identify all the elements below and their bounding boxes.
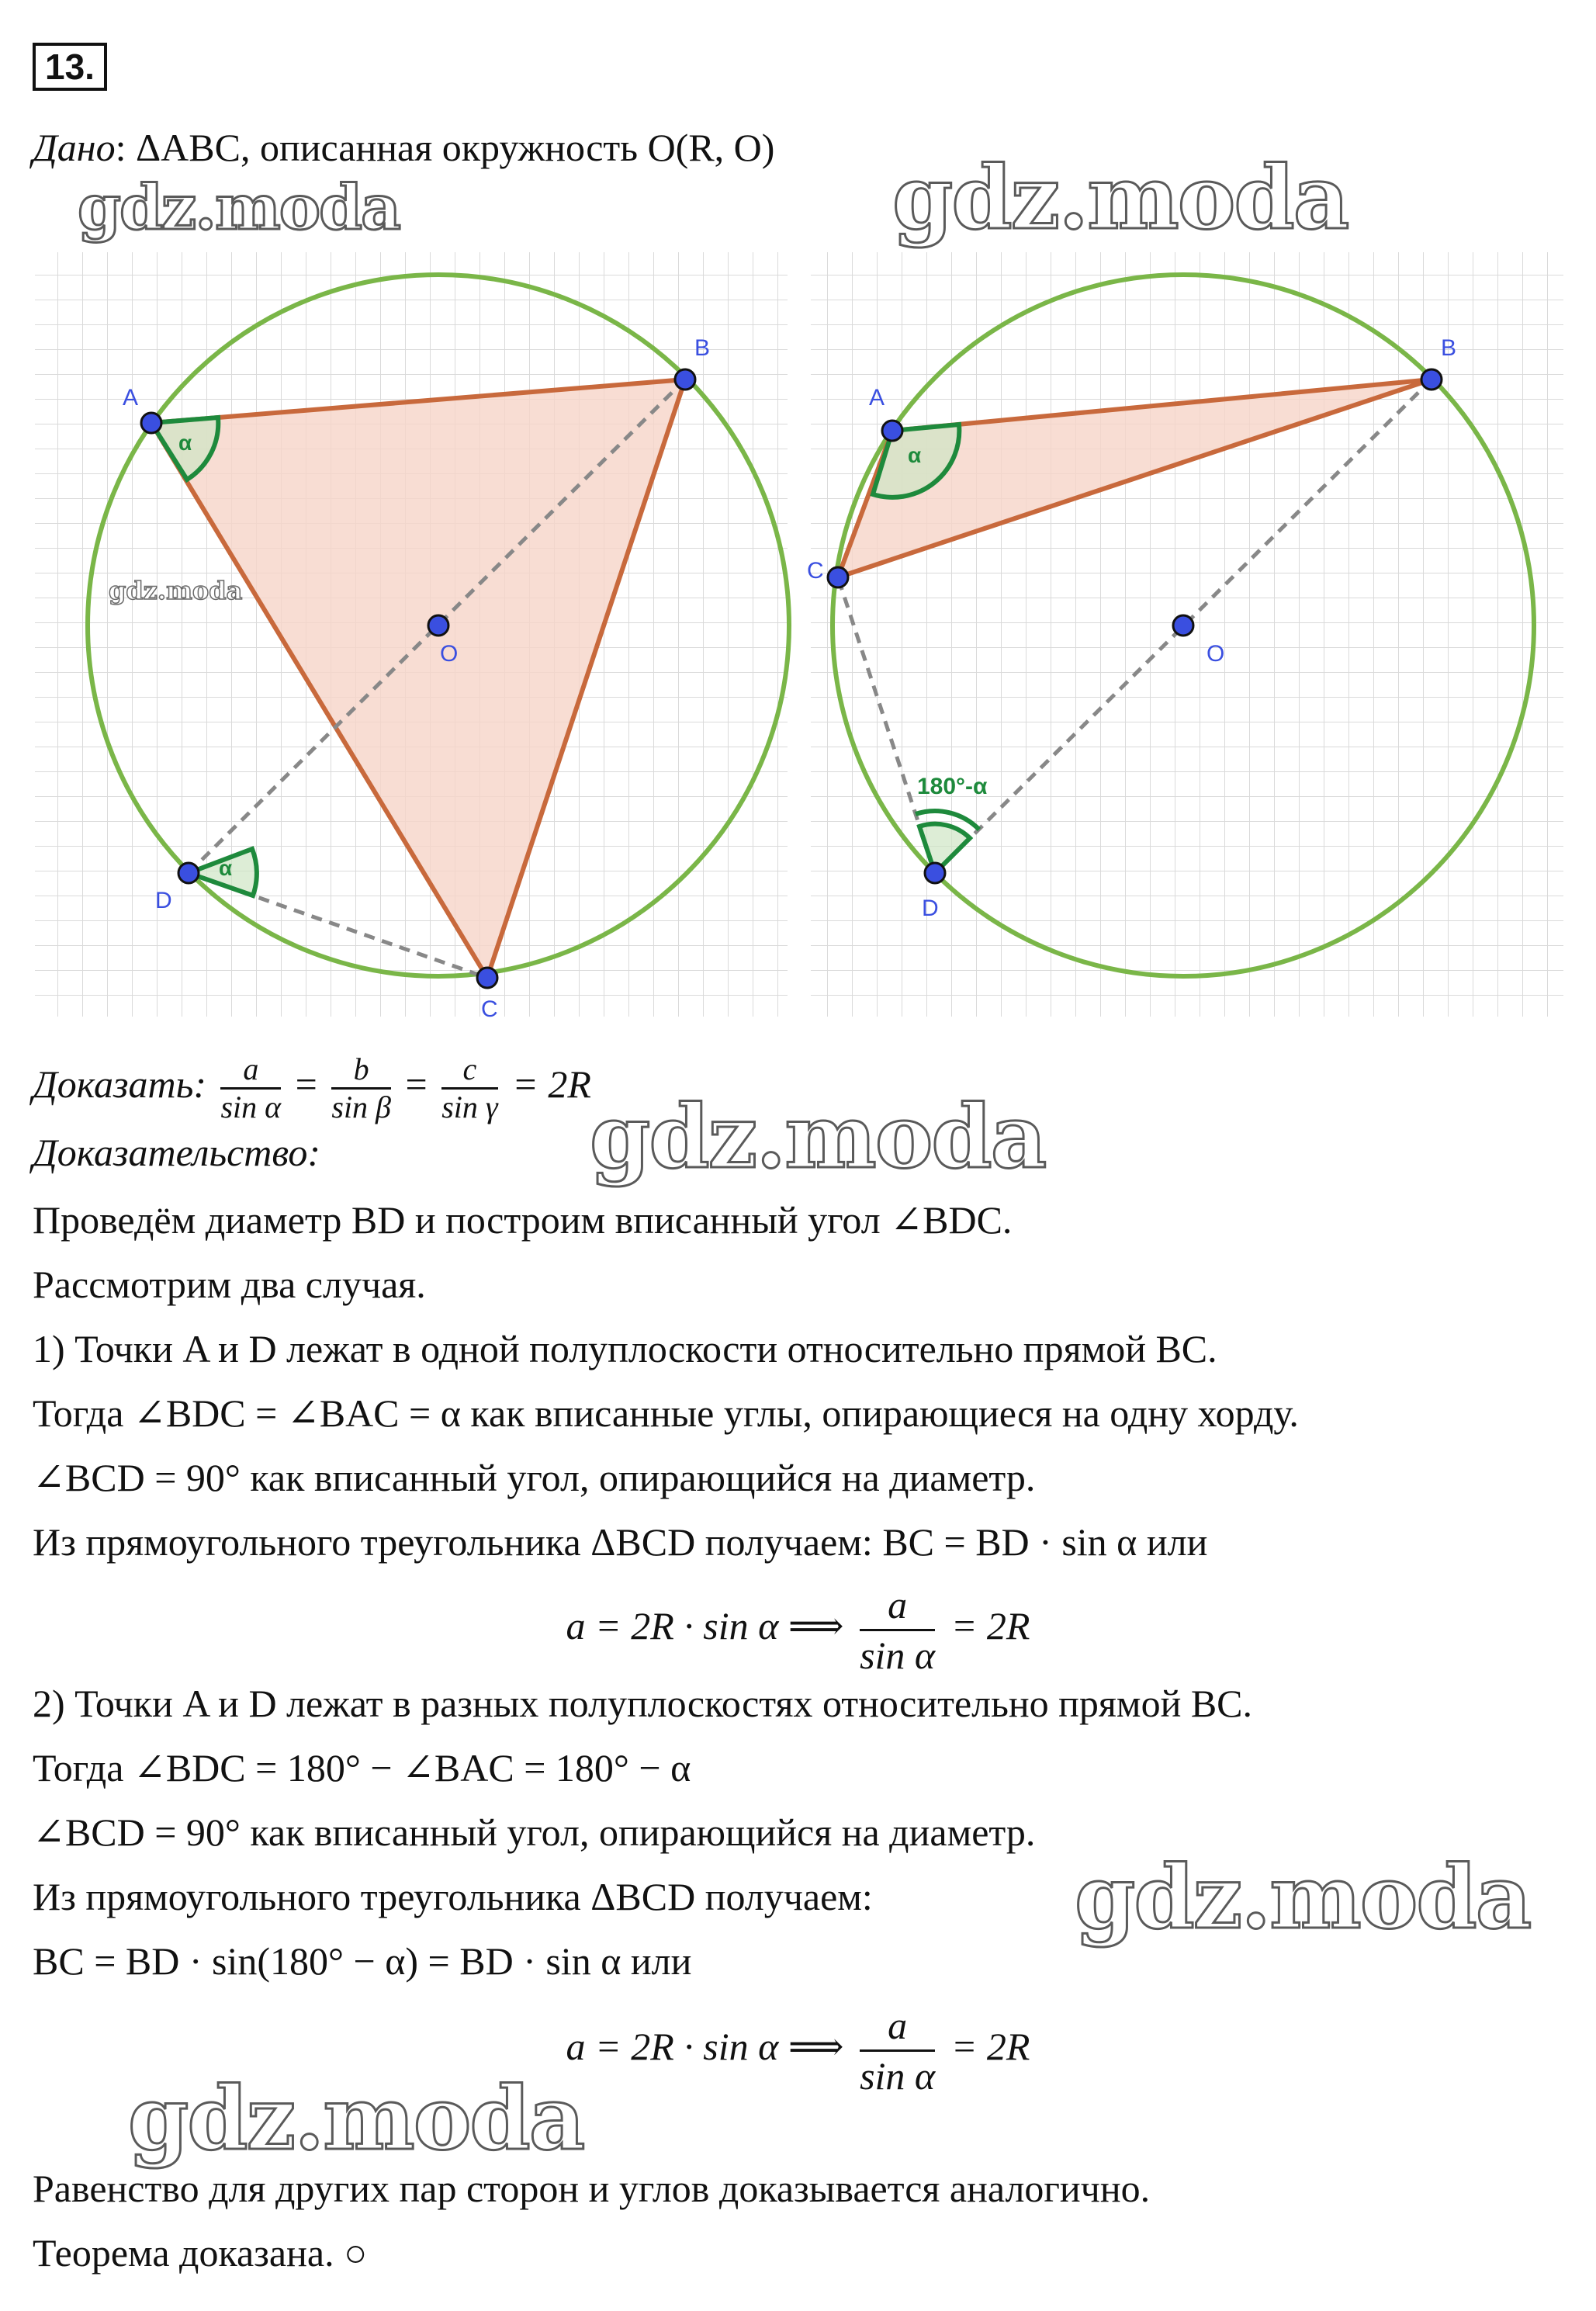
right-label-a: A [869,385,885,411]
proof-line-2: Рассмотрим два случая. [33,1263,426,1306]
proof-line-12: Равенство для других пар сторон и углов доказывается аналогично. [33,2167,1151,2210]
formula-2-fraction: $\frac{a}{\text{sin α}}$ [860,2001,935,2100]
formula-1-left: a = 2R · sin α ⟹ [566,1604,844,1647]
left-label-b: B [694,335,711,361]
left-point-a [141,413,161,433]
formula-1-right: = 2R [950,1604,1030,1647]
left-point-d [178,863,199,883]
proof-line-13: Теорема доказана. ○ [33,2231,368,2275]
prove-fraction-a: $\frac{a}{\text{sin α}}$ [220,1052,282,1125]
geometry-figure [31,248,1567,1024]
right-point-d [925,863,945,883]
left-label-o: O [440,641,459,667]
given-line [33,124,774,171]
prove-fraction-c: $\frac{c}{\text{sin γ}}$ [441,1052,498,1125]
left-point-c [477,968,497,988]
proof-line-7: 2) Точки A и D лежат в разных полуплоскостях относительно прямой BC. [33,1682,1253,1725]
prove-label: Доказать: [33,1062,206,1106]
given-text: : ΔABC, описанная окружность O(R, O) [115,126,775,169]
formula-2-left: a = 2R · sin α ⟹ [566,2025,844,2068]
prove-result: = 2R [512,1062,591,1106]
proof-line-1: Проведём диаметр BD и построим вписанный угол ∠BDC. [33,1198,1013,1242]
right-label-b: B [1441,335,1457,361]
right-point-b [1421,369,1442,390]
left-label-d: D [155,888,172,913]
left-angle-d-label: α [219,856,233,880]
watermark: gdz.moda [1075,1847,1531,1949]
right-label-d: D [922,896,939,921]
right-angle-a-label: α [908,443,922,467]
proof-line-8: Тогда ∠BDC = 180° − ∠BAC = 180° − α [33,1746,691,1790]
proof-line-10: Из прямоугольного треугольника ΔBCD получаем: [33,1875,873,1918]
proof-line-6: Из прямоугольного треугольника ΔBCD получаем: BC = BD · sin α или [33,1520,1208,1564]
right-label-c: C [807,558,824,584]
problem-number: 13. [33,43,107,91]
prove-eq-1: = [295,1062,317,1106]
right-point-a [882,421,902,441]
right-label-o: O [1207,641,1225,667]
proof-line-4: Тогда ∠BDC = ∠BAC = α как вписанные углы, опирающиеся на одну хорду. [33,1391,1299,1435]
proof-label: Доказательство: [33,1131,321,1174]
formula-1 [0,1575,1596,1679]
left-label-a: A [123,385,139,411]
watermark: gdz.moda [78,171,400,244]
left-point-b [675,369,695,390]
proof-line-9: ∠BCD = 90° как вписанный угол, опирающийся на диаметр. [33,1810,1036,1854]
right-point-c [828,567,848,587]
left-point-o [428,615,448,636]
watermark: gdz.moda [590,1086,1046,1188]
proof-line-5: ∠BCD = 90° как вписанный угол, опирающийся на диаметр. [33,1456,1036,1499]
right-angle-d-label: 180°-α [917,774,988,799]
watermark: gdz.moda [109,576,243,605]
right-point-o [1173,615,1193,636]
left-angle-a-label: α [178,431,192,455]
formula-2-right: = 2R [950,2025,1030,2068]
prove-fraction-b: $\frac{b}{\text{sin β}}$ [331,1052,391,1125]
watermark: gdz.moda [892,147,1348,249]
proof-line-11: BC = BD · sin(180° − α) = BD · sin α или [33,1939,692,1983]
given-label: Дано [33,126,116,169]
proof-line-3: 1) Точки A и D лежат в одной полуплоскости относительно прямой BC. [33,1327,1217,1370]
watermark: gdz.moda [128,2068,584,2170]
prove-eq-2: = [405,1062,428,1106]
left-label-c: C [481,996,498,1022]
formula-1-fraction: $\frac{a}{\text{sin α}}$ [860,1581,935,1679]
prove-line [33,1034,591,1135]
